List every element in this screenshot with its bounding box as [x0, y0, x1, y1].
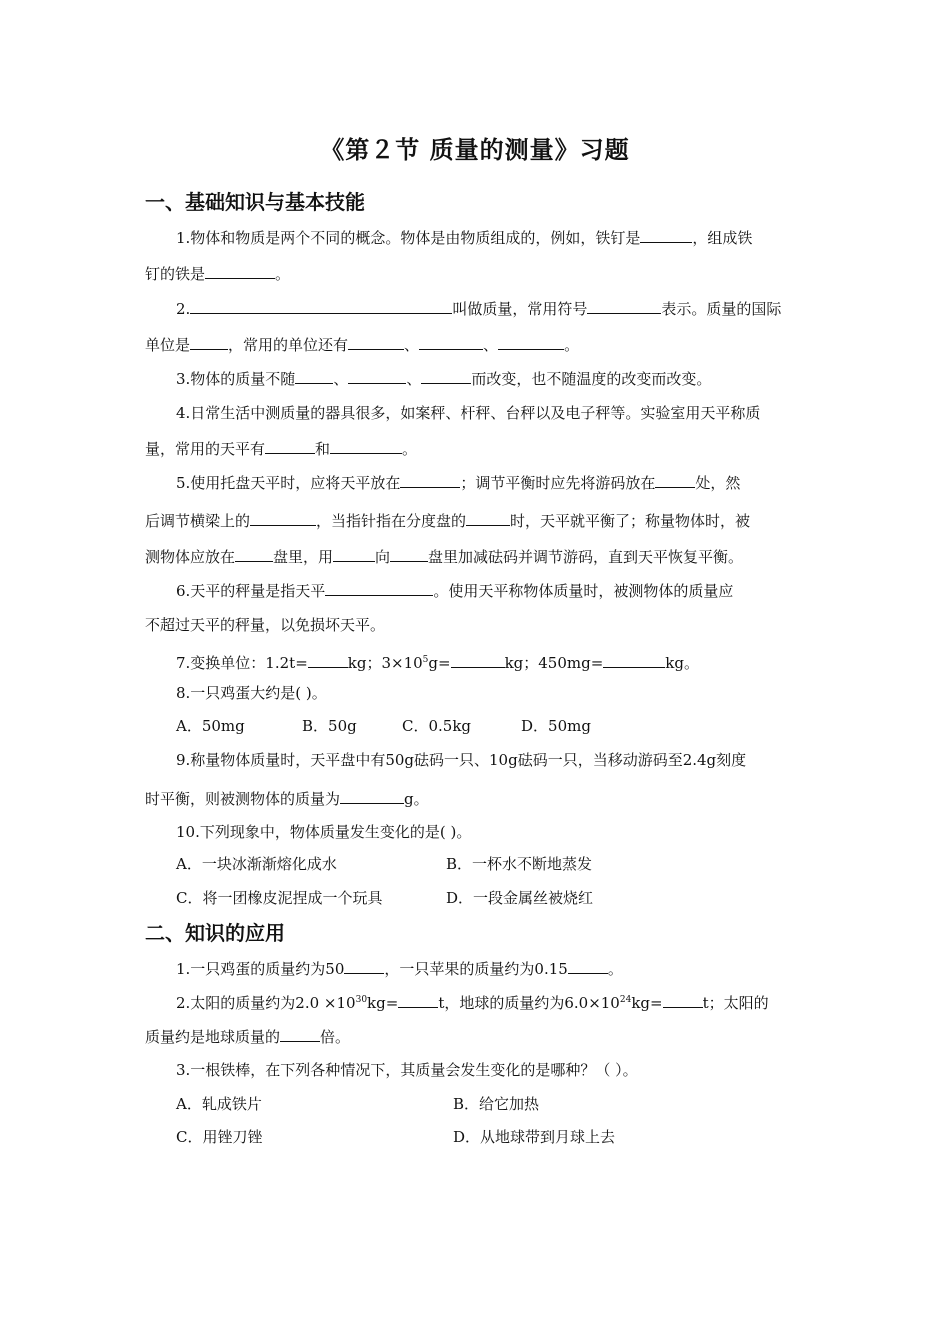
section-heading-basic: 一、基础知识与基本技能 — [145, 190, 365, 214]
question-4-line-1 — [145, 401, 841, 425]
question-text: 钉的铁是 — [145, 265, 206, 283]
question-text: kg；3×10 — [347, 654, 423, 672]
option-a: A．50mg — [176, 717, 245, 735]
answer-blank — [205, 261, 275, 279]
question-text: 而改变，也不随温度的改变而改变。 — [471, 370, 712, 388]
exponent: 24 — [619, 995, 632, 1005]
question-text: kg= — [631, 994, 663, 1012]
question-text: t，地球的质量约为6.0×10 — [438, 994, 620, 1012]
question-text: 和 — [315, 440, 331, 458]
answer-blank — [344, 956, 384, 974]
question-9-line-1 — [145, 748, 841, 772]
question-text: 处，然 — [695, 474, 741, 492]
answer-blank — [250, 508, 316, 526]
answer-blank — [295, 366, 333, 384]
question-5-line-1 — [145, 470, 841, 494]
question-text: 、 — [333, 370, 349, 388]
option-c: C．用锉刀锉 — [176, 1128, 263, 1146]
question-4-line-2 — [145, 436, 810, 460]
question-6-line-1 — [145, 578, 841, 602]
answer-blank — [421, 366, 471, 384]
question-text: 8.一只鸡蛋大约是( )。 — [176, 684, 327, 702]
page-title: 《第２节 质量的测量》习题 — [320, 136, 630, 164]
question-text: 。 — [402, 440, 418, 458]
question-text: 时平衡，则被测物体的质量为 — [145, 790, 341, 808]
question-text: g= — [428, 654, 451, 672]
question-text: ，当指针指在分度盘的 — [316, 512, 467, 530]
question-5-line-3 — [145, 544, 810, 568]
application-question-1 — [145, 956, 841, 980]
question-8 — [145, 681, 841, 705]
question-1-line-1 — [145, 225, 841, 249]
question-text: 10.下列现象中，物体质量发生变化的是( )。 — [176, 823, 472, 841]
question-text: kg。 — [665, 654, 699, 672]
question-text: g。 — [404, 790, 429, 808]
question-text: 、 — [404, 336, 420, 354]
answer-blank — [235, 544, 273, 562]
question-2-line-2 — [145, 332, 810, 356]
question-text: 、 — [406, 370, 422, 388]
question-text: 表示。质量的国际 — [661, 300, 782, 318]
question-3 — [145, 366, 841, 390]
answer-blank — [190, 296, 452, 314]
answer-blank — [308, 650, 348, 668]
answer-blank — [348, 366, 406, 384]
application-question-2-line-1 — [145, 988, 841, 1012]
option-b: B．50g — [302, 717, 357, 735]
question-text: 。 — [275, 265, 291, 283]
answer-blank — [655, 470, 695, 488]
question-text: 测物体应放在 — [145, 548, 236, 566]
application-question-3 — [145, 1058, 841, 1082]
question-7 — [145, 648, 841, 672]
question-text: 单位是 — [145, 336, 191, 354]
exponent: 5 — [422, 655, 429, 665]
question-text: 、 — [483, 336, 499, 354]
question-10 — [145, 820, 841, 844]
question-text: 3.物体的质量不随 — [176, 370, 296, 388]
answer-blank — [603, 650, 665, 668]
option-d: D．从地球带到月球上去 — [453, 1128, 616, 1146]
question-text: 向 — [375, 548, 391, 566]
answer-blank — [466, 508, 510, 526]
question-text: 1.物体和物质是两个不同的概念。物体是由物质组成的，例如，铁钉是 — [176, 229, 641, 247]
answer-blank — [568, 956, 608, 974]
answer-blank — [587, 296, 661, 314]
question-text: 时，天平就平衡了；称量物体时，被 — [510, 512, 751, 530]
option-c: C．0.5kg — [402, 717, 472, 735]
question-text: t；太阳的 — [702, 994, 769, 1012]
question-text: ，一只苹果的质量约为0.15 — [384, 960, 568, 978]
question-text: ，常用的单位还有 — [228, 336, 349, 354]
question-text: 5.使用托盘天平时，应将天平放在 — [176, 474, 401, 492]
question-text: 7.变换单位：1.2t= — [176, 654, 308, 672]
question-text: 质量约是地球质量的 — [145, 1028, 281, 1046]
option-b: B．给它加热 — [453, 1095, 540, 1113]
question-text: kg；450mg= — [504, 654, 604, 672]
answer-blank — [498, 332, 564, 350]
question-2-line-1 — [145, 296, 841, 320]
option-c: C．将一团橡皮泥捏成一个玩具 — [176, 889, 383, 907]
option-a: A．轧成铁片 — [176, 1095, 262, 1113]
application-question-2-line-2 — [145, 1024, 810, 1048]
section-heading-application: 二、知识的应用 — [145, 921, 285, 945]
question-text: 2. — [176, 300, 191, 318]
question-text: 后调节横梁上的 — [145, 512, 251, 530]
answer-blank — [265, 436, 315, 454]
question-text: 6.天平的秤量是指天平 — [176, 582, 326, 600]
answer-blank — [451, 650, 505, 668]
answer-blank — [663, 990, 703, 1008]
answer-blank — [390, 544, 428, 562]
answer-blank — [340, 786, 404, 804]
question-text: 倍。 — [320, 1028, 351, 1046]
answer-blank — [330, 436, 402, 454]
answer-blank — [325, 578, 433, 596]
answer-blank — [419, 332, 483, 350]
question-text: 。使用天平称物体质量时，被测物体的质量应 — [433, 582, 734, 600]
question-text: 盘里加减砝码并调节游码，直到天平恢复平衡。 — [428, 548, 744, 566]
option-b: B．一杯水不断地蒸发 — [446, 855, 593, 873]
option-d: D．50mg — [521, 717, 591, 735]
question-5-line-2 — [145, 508, 810, 532]
question-text: 9.称量物体质量时，天平盘中有50g砝码一只、10g砝码一只，当移动游码至2.4g刻度 — [176, 751, 747, 769]
option-d: D．一段金属丝被烧红 — [446, 889, 594, 907]
answer-blank — [280, 1024, 320, 1042]
answer-blank — [640, 225, 692, 243]
question-text: 1.一只鸡蛋的质量约为50 — [176, 960, 345, 978]
question-text: ；调节平衡时应先将游码放在 — [460, 474, 656, 492]
question-text: 3.一根铁棒，在下列各种情况下，其质量会发生变化的是哪种？（ ）。 — [176, 1061, 638, 1079]
question-text: 量，常用的天平有 — [145, 440, 266, 458]
option-a: A．一块冰渐渐熔化成水 — [176, 855, 337, 873]
question-text: 叫做质量，常用符号 — [452, 300, 588, 318]
question-text: 。 — [564, 336, 580, 354]
question-1-line-2 — [145, 261, 810, 285]
question-text: kg= — [367, 994, 399, 1012]
question-text: ，组成铁 — [692, 229, 753, 247]
question-text: 2.太阳的质量约为2.0 ×10 — [176, 994, 356, 1012]
exponent: 30 — [355, 995, 368, 1005]
answer-blank — [190, 332, 228, 350]
question-9-line-2 — [145, 786, 810, 810]
question-text: 。 — [607, 960, 623, 978]
question-text: 盘里，用 — [273, 548, 334, 566]
question-text: 4.日常生活中测质量的器具很多，如案秤、杆秤、台秤以及电子秤等。实验室用天平称质 — [176, 404, 761, 422]
answer-blank — [333, 544, 375, 562]
question-text: 不超过天平的秤量，以免损坏天平。 — [145, 616, 386, 634]
answer-blank — [348, 332, 404, 350]
answer-blank — [400, 470, 460, 488]
answer-blank — [398, 990, 438, 1008]
question-6-line-2 — [145, 613, 810, 637]
